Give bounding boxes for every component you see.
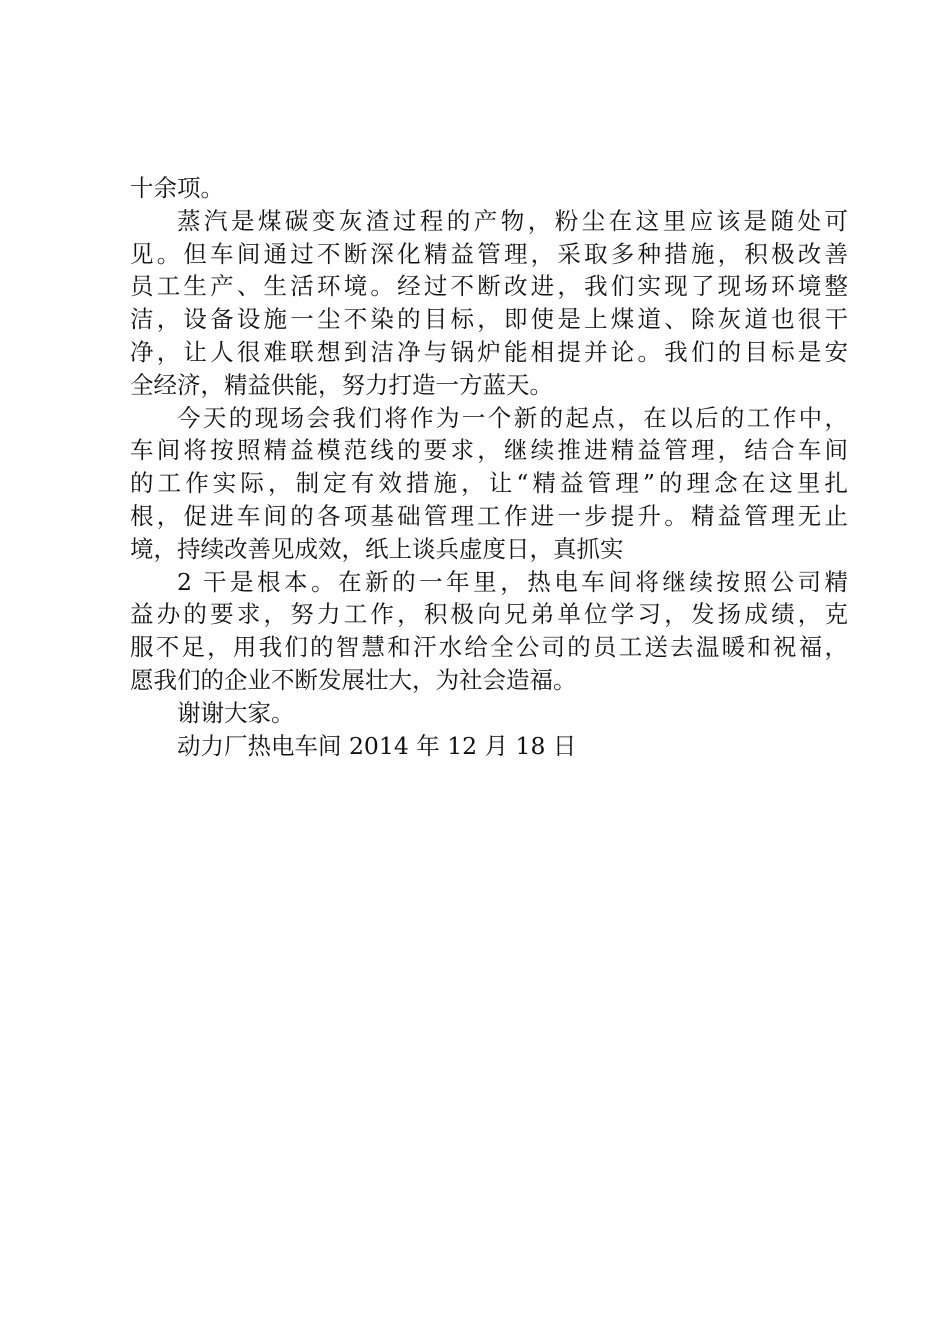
text-line: 见。但车间通过不断深化精益管理，采取多种措施，积极改善 xyxy=(130,239,848,268)
text-line: 洁，设备设施一尘不染的目标，即使是上煤道、除灰道也很干 xyxy=(130,305,848,334)
text-line: 的工作实际，制定有效措施，让“精益管理”的理念在这里扎 xyxy=(130,469,848,498)
paragraph-start-line: 蒸汽是煤碳变灰渣过程的产物，粉尘在这里应该是随处可 xyxy=(177,206,848,235)
signature-date-line: 动力厂热电车间 2014 年 12 月 18 日 xyxy=(177,731,577,760)
text-line: 员工生产、生活环境。经过不断改进，我们实现了现场环境整 xyxy=(130,272,848,301)
text-line: 服不足，用我们的智慧和汗水给全公司的员工送去温暖和祝福， xyxy=(130,633,848,662)
paragraph-start-line: 2 干是根本。在新的一年里，热电车间将继续按照公司精 xyxy=(177,567,848,596)
document-body xyxy=(130,172,848,762)
paragraph-start-line: 今天的现场会我们将作为一个新的起点，在以后的工作中， xyxy=(177,403,848,432)
text-line: 净，让人很难联想到洁净与锅炉能相提并论。我们的目标是安 xyxy=(130,337,848,366)
text-line: 十余项。 xyxy=(130,174,224,202)
thanks-line: 谢谢大家。 xyxy=(177,698,295,727)
text-line: 益办的要求，努力工作，积极向兄弟单位学习，发扬成绩，克 xyxy=(130,600,848,629)
text-line: 愿我们的企业不断发展壮大，为社会造福。 xyxy=(130,665,577,694)
text-line: 车间将按照精益模范线的要求，继续推进精益管理，结合车间 xyxy=(130,436,848,465)
text-line: 全经济，精益供能，努力打造一方蓝天。 xyxy=(130,370,553,399)
text-line: 境，持续改善见成效，纸上谈兵虚度日，真抓实 xyxy=(130,534,624,563)
text-line: 根，促进车间的各项基础管理工作进一步提升。精益管理无止 xyxy=(130,501,848,530)
